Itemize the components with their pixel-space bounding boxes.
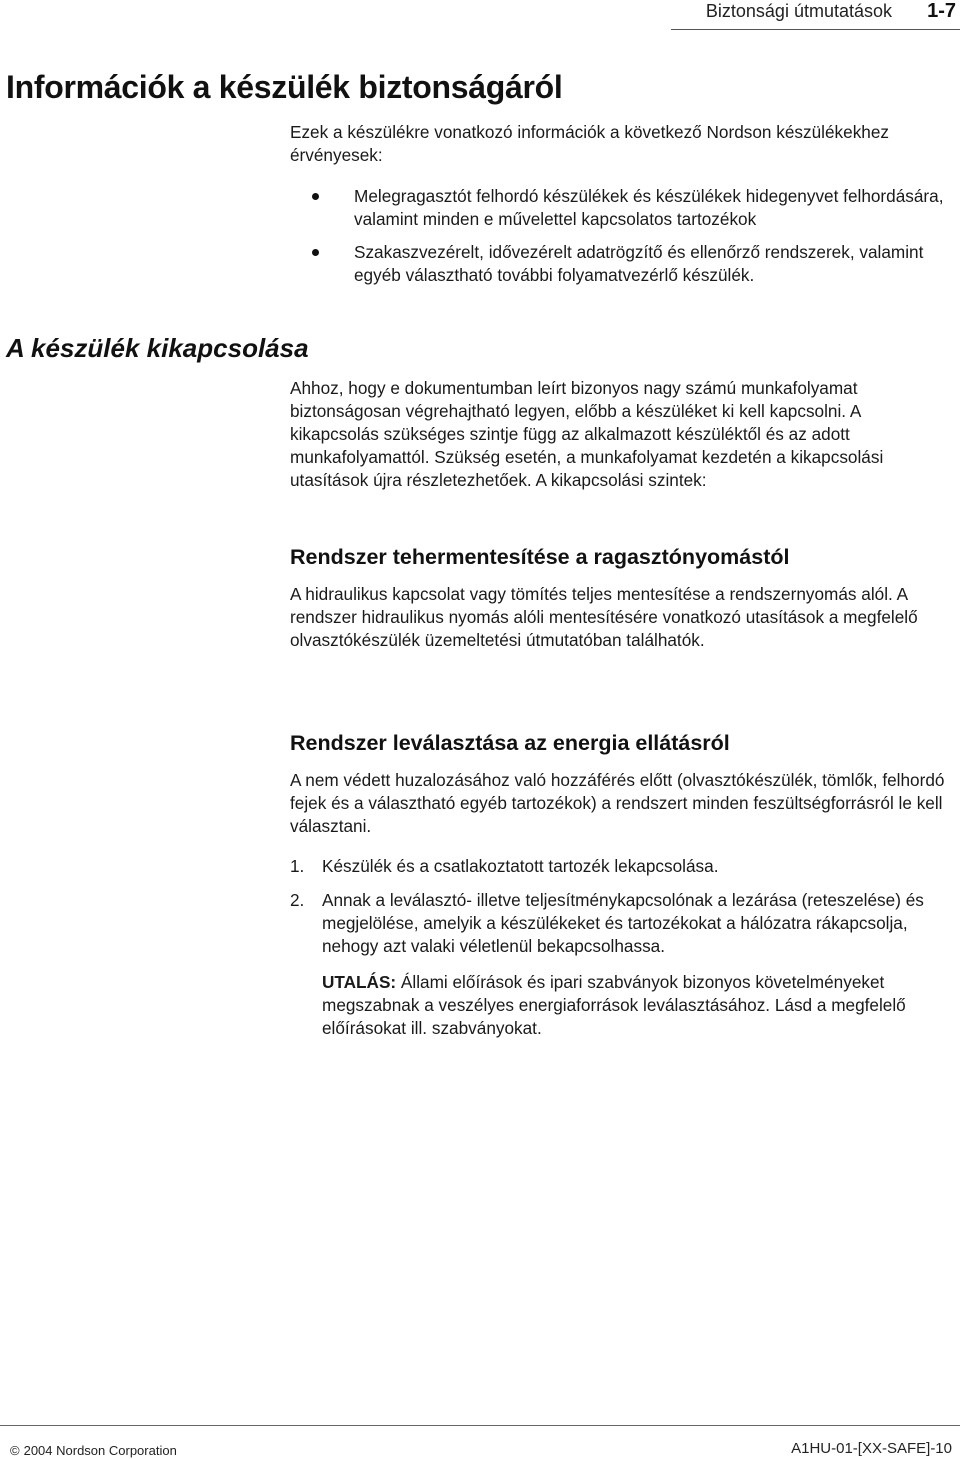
steps-list bbox=[290, 855, 960, 969]
copyright-text: 2004 Nordson Corporation bbox=[23, 1443, 177, 1458]
list-item-text: Szakaszvezérelt, idővezérelt adatrögzítő és ellenőrző rendszerek, valamint egyéb választható további folyamatvezérlő készülék. bbox=[354, 242, 924, 285]
step-number: 1. bbox=[290, 856, 305, 876]
step-text: Annak a leválasztó- illetve teljesítménykapcsolónak a lezárása (reteszelése) és megjelölése, amelyik a készülékeket és tartozékokat a hálózatra rákapcsolja, nehogy azt valaki véletlenül bekapcsolhassa. bbox=[322, 890, 924, 956]
main-title: Információk a készülék biztonságáról bbox=[6, 69, 563, 105]
note-text: Állami előírások és ipari szabványok bizonyos követelményeket megszabnak a veszélyes energiaforrások leválasztásához. Lásd a megfelelő előírásokat ill. szabványokat. bbox=[322, 972, 906, 1038]
list-item bbox=[312, 185, 952, 231]
bullet-icon bbox=[312, 193, 319, 200]
copyright-icon: © bbox=[10, 1443, 20, 1458]
subsection-title-power: Rendszer leválasztása az energia ellátásról bbox=[290, 731, 730, 755]
subsection-title-pressure: Rendszer tehermentesítése a ragasztónyomástól bbox=[290, 545, 790, 569]
list-item bbox=[312, 241, 952, 287]
step-text: Készülék és a csatlakoztatott tartozék lekapcsolása. bbox=[322, 856, 719, 876]
list-item bbox=[290, 889, 960, 958]
subsection-paragraph-power: A nem védett huzalozásához való hozzáférés előtt (olvasztókészülék, tömlők, felhordó fejek és a választható egyéb tartozékok) a rendszert minden feszültségforrásról le kell választani. bbox=[290, 770, 945, 836]
page-number: 1-7 bbox=[927, 0, 956, 22]
list-item bbox=[290, 855, 960, 878]
header-title: Biztonsági útmutatások bbox=[705, 1, 892, 21]
note-paragraph bbox=[322, 971, 942, 1040]
intro-paragraph: Ezek a készülékre vonatkozó információk a következő Nordson készülékekhez érvényesek: bbox=[290, 122, 889, 165]
note-label: UTALÁS: bbox=[322, 972, 397, 992]
footer-rule bbox=[0, 1425, 960, 1426]
page-header bbox=[0, 0, 960, 30]
device-list bbox=[312, 185, 952, 297]
step-number: 2. bbox=[290, 890, 305, 910]
footer-copyright bbox=[10, 1443, 177, 1458]
list-item-text: Melegragasztót felhordó készülékek és készülékek hidegenyvet felhordására, valamint minden e művelettel kapcsolatos tartozékok bbox=[354, 186, 944, 229]
section-title: A készülék kikapcsolása bbox=[6, 333, 309, 363]
footer-doc-id: A1HU-01-[XX-SAFE]-10 bbox=[791, 1440, 952, 1457]
header-rule bbox=[671, 29, 960, 30]
section-paragraph: Ahhoz, hogy e dokumentumban leírt bizonyos nagy számú munkafolyamat biztonságosan végrehajtható legyen, előbb a készüléket ki kell kapcsolni. A kikapcsolás szükséges szintje függ az alkalmazott készüléktől és az adott munkafolyamattól. Szükség esetén, a munkafolyamat kezdetén a kikapcsolási utasítások újra részletezhetőek. A kikapcsolási szintek: bbox=[290, 378, 884, 490]
subsection-paragraph-pressure: A hidraulikus kapcsolat vagy tömítés teljes mentesítése a rendszernyomás alól. A rendszer hidraulikus nyomás alóli mentesítésére vonatkozó utasítások a megfelelő olvasztókészülék üzemeltetési útmutatóban találhatók. bbox=[290, 584, 918, 650]
bullet-icon bbox=[312, 249, 319, 256]
